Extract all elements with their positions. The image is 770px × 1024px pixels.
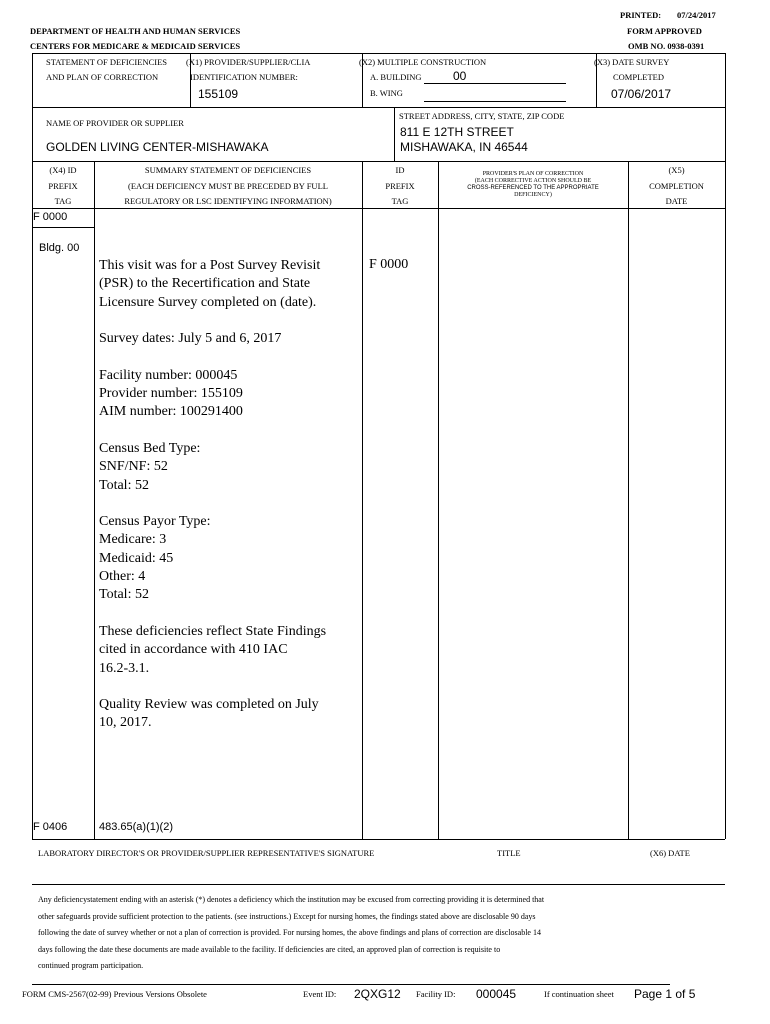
summary-paragraph: Quality Review was completed on July 10, 2017. [99,697,319,731]
tag-underline [32,227,94,228]
title-label: TITLE [497,848,521,858]
rule [32,839,725,840]
wing-underline [424,101,566,102]
x4-header-3: TAG [54,196,72,206]
address-line-2: MISHAWAKA, IN 46544 [400,140,528,154]
tag-f0000: F 0000 [33,211,68,223]
address-line-1: 811 E 12TH STREET [400,125,514,139]
summary-paragraph: Facility number: 000045 Provider number: 155109 AIM number: 100291400 [99,367,243,420]
summary-paragraph: Census Payor Type: Medicare: 3 Medicaid: 45 Other: 4 Total: 52 [99,514,211,603]
wing-label: B. WING [370,88,403,98]
continuation-label: If continuation sheet [544,989,614,999]
rule [32,161,725,162]
provider-name-label: NAME OF PROVIDER OR SUPPLIER [46,118,184,128]
summary-paragraph: These deficiencies reflect State Findings cited in accordance with 410 IAC 16.2-3.1. [99,623,327,676]
agency-name: CENTERS FOR MEDICARE & MEDICAID SERVICES [30,41,241,51]
rule [94,161,95,839]
plan-header-1: PROVIDER'S PLAN OF CORRECTION [482,171,584,177]
id-header-3: TAG [391,196,409,206]
address-label: STREET ADDRESS, CITY, STATE, ZIP CODE [399,111,565,121]
plan-header-3: CROSS-REFERENCED TO THE APPROPRIATE [467,185,599,191]
x4-header-1: (X4) ID [49,165,77,175]
regulation-reference: 483.65(a)(1)(2) [99,821,173,833]
plan-header-2: (EACH CORRECTIVE ACTION SHOULD BE [474,178,592,184]
summary-statement [99,257,361,751]
rule [438,161,439,839]
rule [725,53,726,839]
summary-paragraph: Survey dates: July 5 and 6, 2017 [99,331,282,347]
event-id-label: Event ID: [303,989,337,999]
notice-line: following the date of survey whether or not a plan of correction is provided. For nursing homes, the above findings and plans of correction are disclosable 14 [38,928,541,937]
printed-label: PRINTED: [620,10,662,20]
x3-label-1: (X3) DATE SURVEY [594,57,670,67]
x5-header-2: COMPLETION [649,181,704,191]
rule [32,53,725,54]
building-underline [424,83,566,84]
notice-line: Any deficiencystatement ending with an asterisk (*) denotes a deficiency which the institution may be excused from correcting providing it is determined that [38,895,545,904]
x1-label-1: (X1) PROVIDER/SUPPLIER/CLIA [186,57,311,67]
rule [362,161,363,839]
facility-id-value: 000045 [476,987,517,1001]
id-header-2: PREFIX [385,181,415,191]
survey-date-value: 07/06/2017 [611,87,672,101]
rule [394,107,395,161]
summary-header-2: (EACH DEFICIENCY MUST BE PRECEDED BY FULL [128,181,328,191]
x1-label-2: IDENTIFICATION NUMBER: [190,72,298,82]
form-approved-label: FORM APPROVED [627,26,702,36]
building-value: 00 [453,69,467,83]
provider-id-value: 155109 [198,87,239,101]
event-id-value: 2QXG12 [354,987,401,1001]
page-number: Page 1 of 5 [634,987,696,1001]
id-prefix-tag: F 0000 [369,257,409,272]
rule [32,208,725,209]
rule [628,161,629,839]
tag-f0406: F 0406 [33,821,68,833]
facility-id-label: Facility ID: [416,989,456,999]
printed-date: 07/24/2017 [677,10,716,20]
plan-header-4: DEFICIENCY) [514,192,552,198]
summary-header-1: SUMMARY STATEMENT OF DEFICIENCIES [144,165,312,175]
rule [32,984,670,985]
rule [32,884,725,885]
x3-label-2: COMPLETED [613,72,664,82]
summary-header-3: REGULATORY OR LSC IDENTIFYING INFORMATION) [124,196,332,206]
x4-header-2: PREFIX [48,181,78,191]
signature-date-label: (X6) DATE [650,848,690,858]
provider-name: GOLDEN LIVING CENTER-MISHAWAKA [46,140,269,154]
x5-header-3: DATE [665,196,688,206]
statement-label-2: AND PLAN OF CORRECTION [46,72,159,82]
rule [32,107,725,108]
summary-paragraph: This visit was for a Post Survey Revisit (PSR) to the Recertification and State Licensure Survey completed on (date). [99,258,321,310]
department-name: DEPARTMENT OF HEALTH AND HUMAN SERVICES [30,26,241,36]
form-number: FORM CMS-2567(02-99) Previous Versions Obsolete [22,989,207,999]
x5-header-1: (X5) [668,165,685,175]
disclosure-notice [38,892,718,975]
notice-line: days following the date these documents are made available to the facility. If deficiencies are cited, an approved plan of correction is requisite to [38,944,501,954]
notice-line: other safeguards provide sufficient protection to the patients. (see instructions.) Except for nursing homes, the findings stated above are disclosable 90 days [38,911,536,921]
notice-line: continued program participation. [38,961,144,970]
summary-paragraph: Census Bed Type: SNF/NF: 52 Total: 52 [99,440,201,493]
building-label: A. BUILDING [370,72,422,82]
statement-label-1: STATEMENT OF DEFICIENCIES [46,57,168,67]
id-header-1: ID [395,165,405,175]
x2-label: (X2) MULTIPLE CONSTRUCTION [359,57,487,67]
building-tag: Bldg. 00 [39,242,80,254]
signature-label: LABORATORY DIRECTOR'S OR PROVIDER/SUPPLIER REPRESENTATIVE'S SIGNATURE [38,848,375,858]
omb-number: OMB NO. 0938-0391 [628,41,705,51]
